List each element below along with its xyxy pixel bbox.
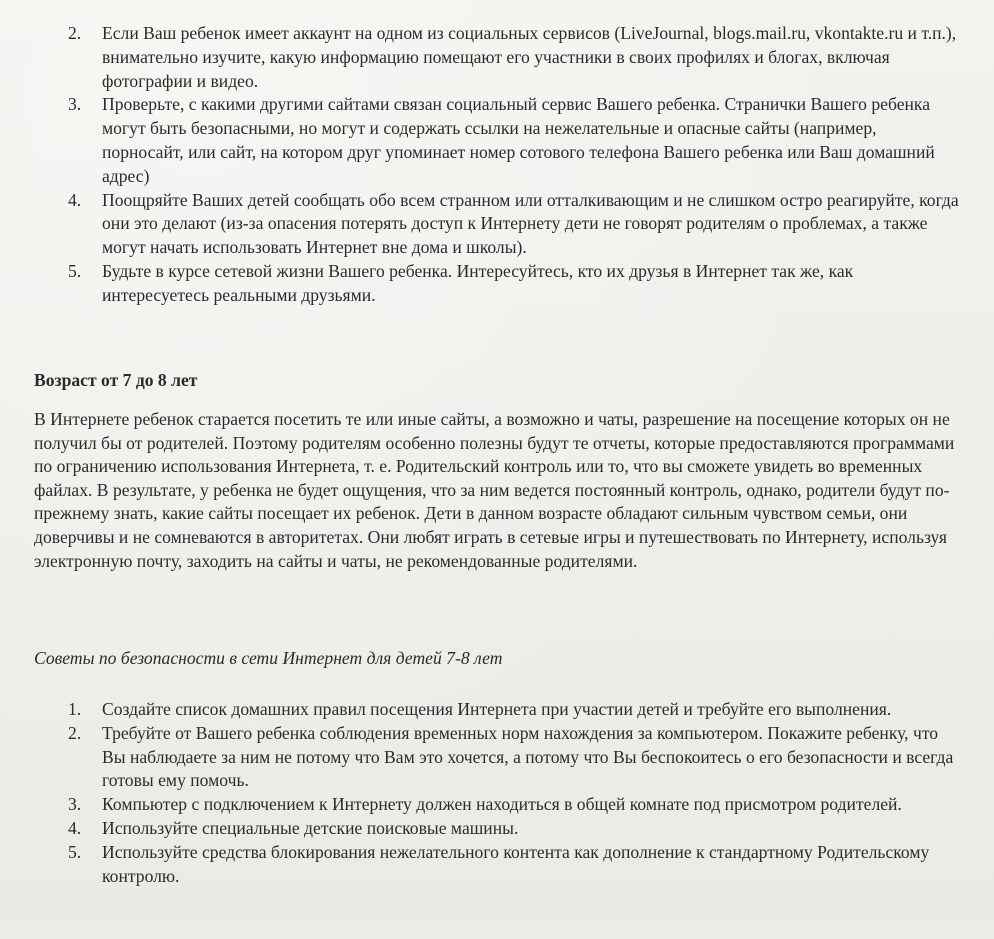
safety-tips-list (62, 698, 962, 888)
list-item (62, 189, 962, 260)
list-item-text: Используйте средства блокирования нежелательного контента как дополнение к стандартному Родительскому контролю. (102, 841, 930, 886)
tips-subheading: Советы по безопасности в сети Интернет для детей 7-8 лет (34, 648, 503, 668)
list-item-number: 4. (68, 189, 82, 210)
list-item-number: 4. (68, 817, 82, 838)
list-item-text: Будьте в курсе сетевой жизни Вашего ребенка. Интересуйтесь, кто их друзья в Интернет так же, как интересуетесь реальными друзьями. (102, 260, 854, 305)
list-item-number: 1. (68, 699, 82, 719)
list-item (62, 22, 962, 93)
list-item-number: 5. (68, 841, 82, 862)
list-item (62, 698, 962, 722)
list-item (62, 93, 962, 188)
list-item-text: Поощряйте Ваших детей сообщать обо всем странном или отталкивающим и не слишком остро реагируйте, когда они это делают (из-за опасения потерять доступ к Интернету дети не говорят родителям о проблемах, а также могут начать использовать Интернет вне дома и школы). (102, 189, 959, 258)
list-item-text: Если Ваш ребенок имеет аккаунт на одном из социальных сервисов (LiveJournal, blogs.mail.ru, vkontakte.ru и т.п.), внимательно изучите, какую информацию помещают его участники в своих профилях и блогах, включая фотографии и видео. (102, 23, 957, 91)
list-item-number: 5. (68, 260, 82, 281)
list-item-text: Требуйте от Вашего ребенка соблюдения временных норм нахождения за компьютером. Покажите ребенку, что Вы наблюдаете за ним не потому что Вам это хочется, а потому что Вы беспокоитесь о его безопасности и всегда готовы ему помочь. (102, 722, 954, 791)
list-item-number: 2. (68, 722, 82, 743)
section-heading: Возраст от 7 до 8 лет (34, 370, 198, 390)
list-item-text: Создайте список домашних правил посещения Интернета при участии детей и требуйте его выполнения. (102, 699, 892, 719)
list-item-text: Проверьте, с какими другими сайтами связан социальный сервис Вашего ребенка. Странички Вашего ребенка могут быть безопасными, но могут и содержать ссылки на нежелательные и опасные сайты (например, порносайт, или сайт, на котором друг упоминает номер сотового телефона Вашего ребенка или Ваш домашний адрес) (102, 94, 935, 186)
list-item-number: 3. (68, 94, 82, 115)
list-item-number: 2. (68, 23, 82, 43)
list-item (62, 841, 962, 889)
list-item (62, 817, 962, 841)
list-item (62, 260, 962, 308)
list-item (62, 793, 962, 817)
section-paragraph: В Интернете ребенок старается посетить те или иные сайты, а возможно и чаты, разрешение на посещение которых он не получил бы от родителей. Поэтому родителям особенно полезны будут те отчеты, которые предоставляются программами по ограничению использования Интернета, т. е. Родительский контроль или то, что вы сможете увидеть во временных файлах. В результате, у ребенка не будет ощущения, что за ним ведется постоянный контроль, однако, родители будут по-прежнему знать, какие сайты посещает их ребенок. Дети в данном возрасте обладают сильным чувством семьи, они доверчивы и не сомневаются в авторитетах. Они любят играть в сетевые игры и путешествовать по Интернету, используя электронную почту, заходить на сайты и чаты, не рекомендованные родителями. (34, 409, 955, 571)
list-item (62, 722, 962, 793)
page-bottom-cutoff (0, 922, 994, 939)
list-item-text: Используйте специальные детские поисковые машины. (102, 817, 519, 838)
safety-tips-list-continued (62, 22, 962, 308)
list-item-number: 3. (68, 794, 82, 815)
list-item-text: Компьютер с подключением к Интернету должен находиться в общей комнате под присмотром родителей. (102, 794, 902, 815)
